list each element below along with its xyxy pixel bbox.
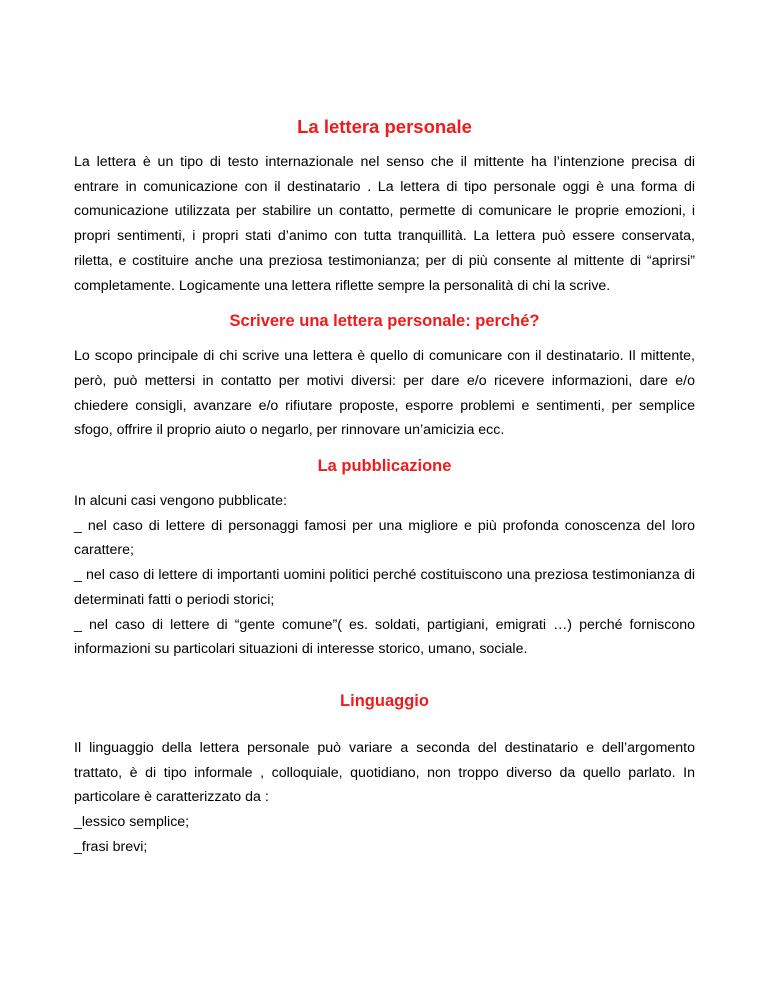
section-heading-publication: La pubblicazione xyxy=(317,457,452,476)
why-paragraph: Lo scopo principale di chi scrive una lettera è quello di comunicare con il destinatario. Il mittente, però, può mettersi in contatto per motivi diversi: per dare e/o ricevere informazioni, dare e/o chiedere consigli, avanzare e/o rifiutare proposte, esporre problemi e sentimenti, per semplice sfogo, offrire il proprio aiuto o negarlo, per rinnovare un’amicizia ecc. xyxy=(74,348,695,439)
publication-item: _ nel caso di lettere di “gente comune”( es. soldati, partigiani, emigrati …) perché forniscono informazioni su particolari situazioni di interesse storico, umano, sociale. xyxy=(74,616,695,658)
language-item: _lessico semplice; xyxy=(74,814,190,831)
publication-lead: In alcuni casi vengono pubblicate: xyxy=(74,493,287,510)
publication-block xyxy=(74,489,695,662)
section-heading-language: Linguaggio xyxy=(340,691,429,710)
section-heading-why: Scrivere una lettera personale: perché? xyxy=(229,312,540,331)
publication-item: _ nel caso di lettere di personaggi famosi per una migliore e più profonda conoscenza del loro carattere; xyxy=(74,517,695,559)
language-paragraph: Il linguaggio della lettera personale può variare a seconda del destinatario e dell’argomento trattato, è di tipo informale , colloquiale, quotidiano, non troppo diverso da quello parlato. In particolare è caratterizzato da : xyxy=(74,739,695,806)
intro-paragraph: La lettera è un tipo di testo internazionale nel senso che il mittente ha l’intenzione precisa di entrare in comunicazione con il destinatario . La lettera di tipo personale oggi è una forma di comunicazione utilizzata per stabilire un contatto, permette di comunicare le proprie emozioni, i propri sentimenti, i propri stati d’animo con tutta tranquillità. La lettera può essere conservata, riletta, e costituire anche una preziosa testimonianza; per di più consente al mittente di “aprirsi” completamente. Logicamente una lettera riflette sempre la personalità di chi la scrive. xyxy=(74,154,695,294)
publication-item: _ nel caso di lettere di importanti uomini politici perché costituiscono una preziosa testimonianza di determinati fatti o periodi storici; xyxy=(74,567,695,608)
language-item: _frasi brevi; xyxy=(74,838,148,855)
document-page xyxy=(74,114,695,859)
page-title: La lettera personale xyxy=(297,116,472,137)
